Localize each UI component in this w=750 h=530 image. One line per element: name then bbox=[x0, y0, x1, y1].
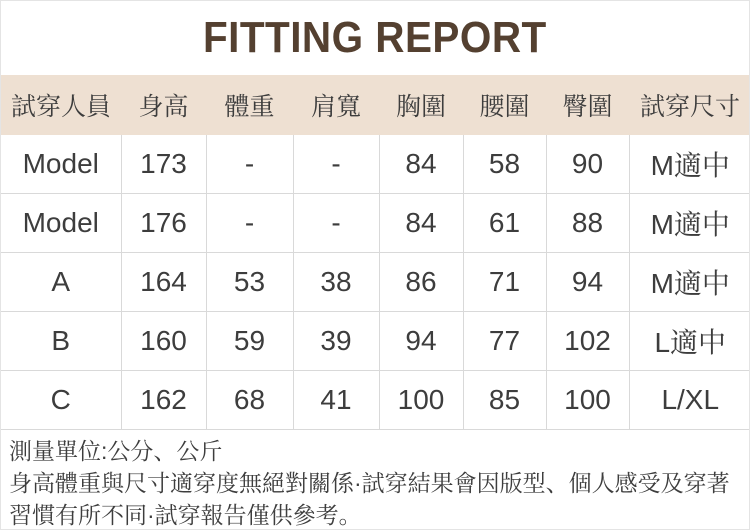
table-cell-hip: 102 bbox=[546, 312, 629, 371]
table-cell-weight: - bbox=[206, 135, 293, 194]
table-cell-height: 173 bbox=[121, 135, 206, 194]
table-cell-fitter: C bbox=[1, 371, 121, 430]
table-cell-size: M適中 bbox=[629, 253, 750, 312]
table-cell-shoulder: 39 bbox=[293, 312, 379, 371]
header-shoulder-width: 肩寬 bbox=[293, 75, 379, 135]
disclaimer-note: 身高體重與尺寸適穿度無絕對關係·試穿結果會因版型、個人感受及穿著習慣有所不同·試穿報告僅供參考。 bbox=[9, 470, 730, 528]
header-waist: 腰圍 bbox=[463, 75, 546, 135]
header-height: 身高 bbox=[121, 75, 206, 135]
table-cell-chest: 86 bbox=[379, 253, 463, 312]
table-cell-hip: 100 bbox=[546, 371, 629, 430]
table-row bbox=[1, 253, 750, 312]
title-bar bbox=[1, 1, 749, 75]
footer-notes bbox=[1, 430, 749, 530]
table-cell-waist: 77 bbox=[463, 312, 546, 371]
table-cell-fitter: Model bbox=[1, 194, 121, 253]
table-cell-fitter: Model bbox=[1, 135, 121, 194]
table-row bbox=[1, 135, 750, 194]
table-cell-shoulder: - bbox=[293, 194, 379, 253]
table-cell-fitter: B bbox=[1, 312, 121, 371]
table-cell-weight: 59 bbox=[206, 312, 293, 371]
table-cell-hip: 94 bbox=[546, 253, 629, 312]
table-cell-shoulder: 41 bbox=[293, 371, 379, 430]
header-hip: 臀圍 bbox=[546, 75, 629, 135]
table-row bbox=[1, 371, 750, 430]
header-fitting-size: 試穿尺寸 bbox=[629, 75, 750, 135]
fitting-table bbox=[1, 75, 750, 430]
table-cell-weight: - bbox=[206, 194, 293, 253]
table-cell-height: 162 bbox=[121, 371, 206, 430]
measure-unit-note: 測量單位:公分、公斤 bbox=[9, 438, 223, 464]
table-cell-weight: 68 bbox=[206, 371, 293, 430]
table-cell-weight: 53 bbox=[206, 253, 293, 312]
table-cell-size: M適中 bbox=[629, 135, 750, 194]
table-header-row bbox=[1, 75, 750, 135]
table-cell-chest: 84 bbox=[379, 135, 463, 194]
table-row bbox=[1, 194, 750, 253]
header-weight: 體重 bbox=[206, 75, 293, 135]
table-cell-chest: 84 bbox=[379, 194, 463, 253]
table-cell-waist: 85 bbox=[463, 371, 546, 430]
table-cell-hip: 90 bbox=[546, 135, 629, 194]
header-fitter: 試穿人員 bbox=[1, 75, 121, 135]
table-cell-size: M適中 bbox=[629, 194, 750, 253]
table-cell-height: 160 bbox=[121, 312, 206, 371]
table-cell-waist: 71 bbox=[463, 253, 546, 312]
table-row bbox=[1, 312, 750, 371]
table-cell-hip: 88 bbox=[546, 194, 629, 253]
table-cell-shoulder: - bbox=[293, 135, 379, 194]
table-cell-height: 164 bbox=[121, 253, 206, 312]
page-title: FITTING REPORT bbox=[203, 13, 547, 62]
table-cell-height: 176 bbox=[121, 194, 206, 253]
table-cell-chest: 94 bbox=[379, 312, 463, 371]
table-cell-waist: 61 bbox=[463, 194, 546, 253]
table-cell-fitter: A bbox=[1, 253, 121, 312]
table-cell-waist: 58 bbox=[463, 135, 546, 194]
table-cell-chest: 100 bbox=[379, 371, 463, 430]
header-chest: 胸圍 bbox=[379, 75, 463, 135]
table-cell-size: L/XL bbox=[629, 371, 750, 430]
table-cell-shoulder: 38 bbox=[293, 253, 379, 312]
table-cell-size: L適中 bbox=[629, 312, 750, 371]
